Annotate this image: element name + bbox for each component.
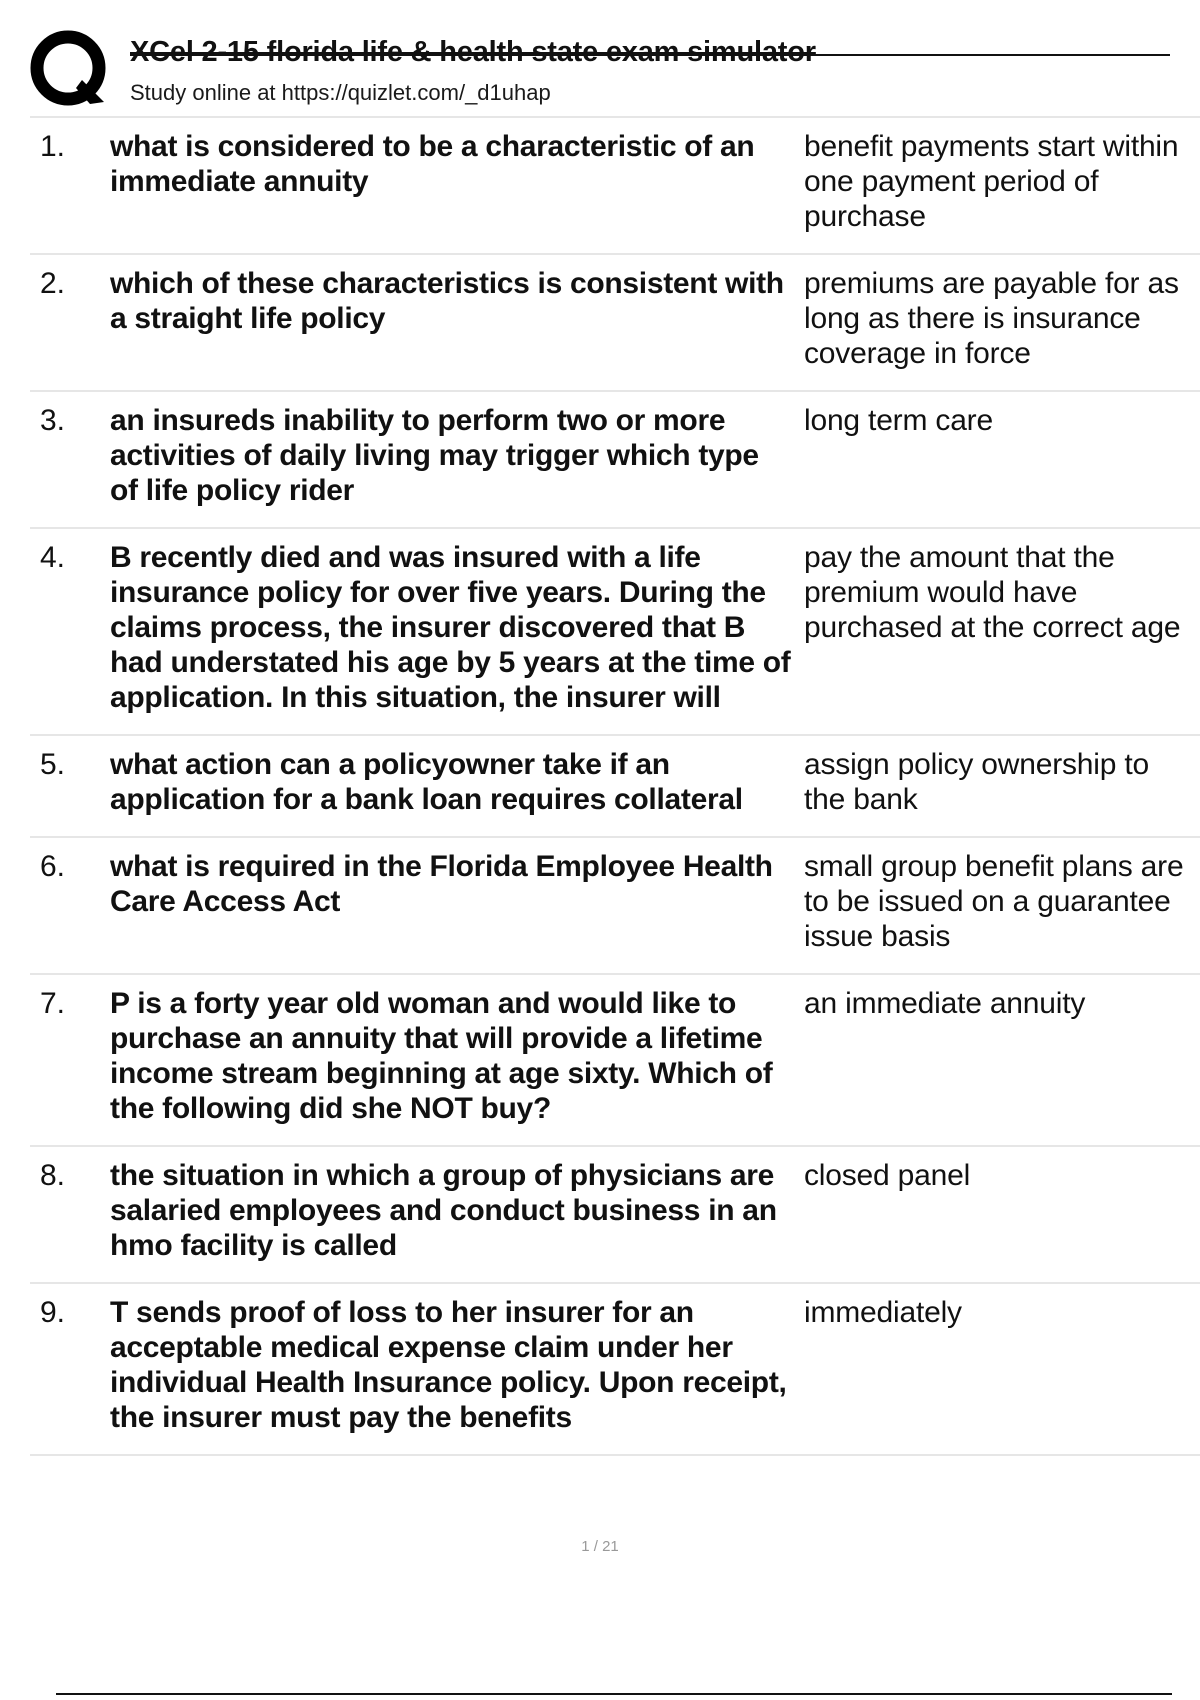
card-number: 4. bbox=[40, 541, 66, 574]
card-number: 7. bbox=[40, 987, 66, 1020]
card-definition: an immediate annuity bbox=[804, 987, 1086, 1020]
card-term: the situation in which a group of physicians are salaried employees and conduct business in an hmo facility is called bbox=[110, 1159, 777, 1262]
card-definition: assign policy ownership to the bank bbox=[804, 748, 1149, 816]
card-term: P is a forty year old woman and would like to purchase an annuity that will provide a lifetime income stream beginning at age sixty. Which of the following did she NOT buy? bbox=[110, 987, 773, 1125]
flashcard-row bbox=[30, 1147, 1200, 1284]
card-term: B recently died and was insured with a life insurance policy for over five years. During the claims process, the insurer discovered that B had understated his age by 5 years at the time of application. In this situation, the insurer will bbox=[110, 541, 791, 714]
bottom-rule bbox=[56, 1693, 1172, 1695]
document-title: XCel 2-15 florida life & health state exam simulator bbox=[130, 36, 816, 68]
flashcard-row bbox=[30, 255, 1200, 392]
card-term: T sends proof of loss to her insurer for an acceptable medical expense claim under her individual Health Insurance policy. Upon receipt, the insurer must pay the benefits bbox=[110, 1296, 787, 1434]
flashcard-row bbox=[30, 118, 1200, 255]
flashcard-row bbox=[30, 838, 1200, 975]
card-definition: long term care bbox=[804, 404, 993, 437]
flashcard-row bbox=[30, 392, 1200, 529]
card-definition: immediately bbox=[804, 1296, 962, 1329]
card-number: 3. bbox=[40, 404, 66, 437]
flashcard-row bbox=[30, 736, 1200, 838]
card-term: an insureds inability to perform two or more activities of daily living may trigger which type of life policy rider bbox=[110, 404, 759, 507]
card-number: 1. bbox=[40, 130, 66, 163]
card-term: what action can a policyowner take if an application for a bank loan requires collateral bbox=[110, 748, 743, 816]
card-number: 5. bbox=[40, 748, 66, 781]
card-term: what is considered to be a characteristic of an immediate annuity bbox=[110, 130, 755, 198]
card-number: 9. bbox=[40, 1296, 66, 1329]
card-number: 2. bbox=[40, 267, 66, 300]
quizlet-logo-icon bbox=[30, 30, 112, 110]
card-number: 8. bbox=[40, 1159, 66, 1192]
card-definition: closed panel bbox=[804, 1159, 971, 1192]
card-term: what is required in the Florida Employee Health Care Access Act bbox=[110, 850, 773, 918]
page-header bbox=[30, 30, 1170, 116]
study-online-link[interactable]: Study online at https://quizlet.com/_d1uhap bbox=[130, 80, 551, 105]
card-term: which of these characteristics is consistent with a straight life policy bbox=[110, 267, 784, 335]
flashcard-row bbox=[30, 529, 1200, 736]
card-definition: benefit payments start within one payment period of purchase bbox=[804, 130, 1179, 233]
card-definition: premiums are payable for as long as there is insurance coverage in force bbox=[804, 267, 1179, 370]
card-number: 6. bbox=[40, 850, 66, 883]
page-indicator: 1 / 21 bbox=[581, 1538, 619, 1555]
flashcard-row bbox=[30, 975, 1200, 1147]
card-definition: small group benefit plans are to be issued on a guarantee issue basis bbox=[804, 850, 1184, 953]
flashcard-row bbox=[30, 1284, 1200, 1456]
card-definition: pay the amount that the premium would have purchased at the correct age bbox=[804, 541, 1181, 644]
flashcard-list bbox=[30, 116, 1200, 1456]
